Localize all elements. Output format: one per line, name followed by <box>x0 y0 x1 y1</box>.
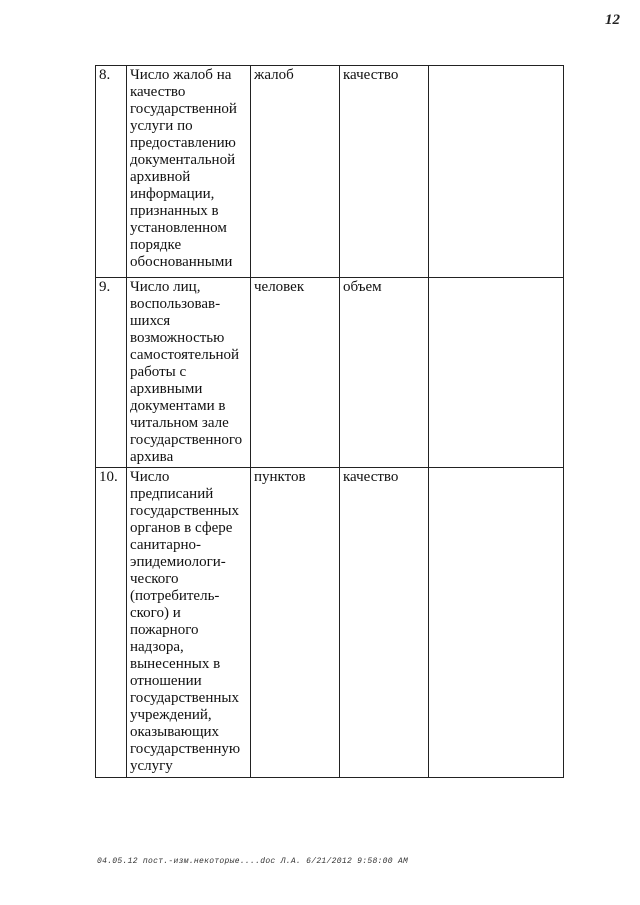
indicator-name-line: услугу <box>130 758 173 774</box>
unit-of-measure: человек <box>251 278 340 468</box>
empty-cell <box>429 278 564 468</box>
indicator-name-line: (потребитель- <box>130 588 220 604</box>
indicator-name-line: обоснованными <box>130 254 233 270</box>
indicator-name-line: качество <box>130 84 186 100</box>
indicator-name-line: шихся <box>130 313 171 329</box>
indicator-name-line: возможностью <box>130 330 225 346</box>
indicator-name <box>127 468 251 778</box>
indicator-name-line: Число жалоб на <box>130 67 232 83</box>
indicator-name-line: читальном зале <box>130 415 229 431</box>
indicator-name-line: установленном <box>130 220 227 236</box>
indicator-name-line: порядке <box>130 237 182 253</box>
indicator-name-line: признанных в <box>130 203 219 219</box>
row-number: 8. <box>96 66 127 278</box>
indicator-name-line: эпидемиологи- <box>130 554 226 570</box>
indicator-name-line: органов в сфере <box>130 520 233 536</box>
indicator-name <box>127 278 251 468</box>
indicator-name-line: самостоятельной <box>130 347 240 363</box>
indicator-name-line: санитарно- <box>130 537 201 553</box>
row-number: 9. <box>96 278 127 468</box>
row-number: 10. <box>96 468 127 778</box>
indicator-name-line: ского) и <box>130 605 181 621</box>
indicator-name-line: государственного <box>130 432 243 448</box>
indicator-name-line: оказывающих <box>130 724 220 740</box>
indicator-name-line: пожарного <box>130 622 199 638</box>
indicator-name-line: учреждений, <box>130 707 212 723</box>
page-number: 12 <box>605 12 620 28</box>
indicator-type: объем <box>340 278 429 468</box>
indicator-name-line: государственную <box>130 741 241 757</box>
indicator-name-line: предоставлению <box>130 135 236 151</box>
indicator-name-line: архивной <box>130 169 191 185</box>
unit-of-measure: жалоб <box>251 66 340 278</box>
table-row <box>96 66 564 278</box>
indicator-name-line: государственных <box>130 503 239 519</box>
indicator-name-line: государственных <box>130 690 239 706</box>
indicator-name-line: услуги по <box>130 118 193 134</box>
indicator-name-line: ческого <box>130 571 179 587</box>
indicator-name-line: документальной <box>130 152 236 168</box>
unit-of-measure: пунктов <box>251 468 340 778</box>
indicator-name-line: архивными <box>130 381 203 397</box>
indicator-name-line: Число <box>130 469 170 485</box>
indicator-name-line: вынесенных в <box>130 656 221 672</box>
indicator-name-line: документами в <box>130 398 226 414</box>
empty-cell <box>429 66 564 278</box>
indicator-name-line: воспользовав- <box>130 296 221 312</box>
empty-cell <box>429 468 564 778</box>
indicator-type: качество <box>340 468 429 778</box>
document-footer: 04.05.12 пост.-изм.некоторые....doc Л.А. 6/21/2012 9:58:00 AM <box>97 857 409 866</box>
indicator-name-line: надзора, <box>130 639 184 655</box>
indicator-type: качество <box>340 66 429 278</box>
indicator-name-line: государственной <box>130 101 237 117</box>
indicator-name-line: отношении <box>130 673 202 689</box>
indicator-name-line: информации, <box>130 186 215 202</box>
indicator-name-line: Число лиц, <box>130 279 201 295</box>
indicator-name-line: архива <box>130 449 174 465</box>
indicator-name <box>127 66 251 278</box>
table-row <box>96 468 564 778</box>
indicators-table <box>95 65 564 778</box>
indicator-name-line: работы с <box>130 364 187 380</box>
indicator-name-line: предписаний <box>130 486 214 502</box>
table-row <box>96 278 564 468</box>
